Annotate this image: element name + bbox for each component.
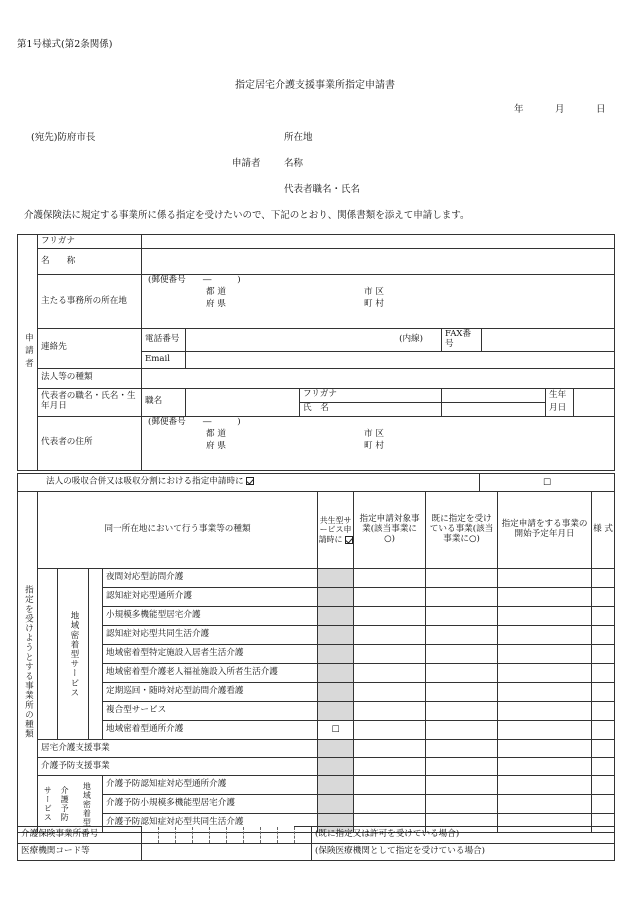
rep-prefecture-label-1: 都 道 <box>206 428 226 439</box>
kyosei-header-text: 共生型サービス申請時に <box>318 516 352 544</box>
phone-label: 電話番号 <box>142 329 186 352</box>
corp-type-field[interactable] <box>142 368 615 388</box>
target-cell[interactable] <box>354 758 426 776</box>
rep-furigana-label: フリガナ <box>300 388 442 402</box>
position-field[interactable] <box>186 388 300 416</box>
main-office-field[interactable] <box>142 275 615 329</box>
target-header: 指定申請対象事業(該当事業に○) <box>354 492 426 569</box>
kyosei-cell <box>318 626 354 645</box>
contact-label: 連絡先 <box>38 329 142 369</box>
applicant-label: 申請者 <box>232 158 261 169</box>
merger-checkbox[interactable]: □ <box>480 474 615 492</box>
service-row-label: 小規模多機能型居宅介護 <box>103 607 318 626</box>
prefecture-label-1: 都 道 <box>206 287 226 297</box>
existing-cell[interactable] <box>426 702 498 721</box>
date-month: 月 <box>555 104 565 115</box>
insurance-digit-field[interactable] <box>244 827 261 844</box>
name-label: 名 称 <box>38 249 142 275</box>
insurance-digit-field[interactable] <box>227 827 244 844</box>
section-applicant-label: 申請者 <box>18 235 38 471</box>
rep-postal-code-line: (郵便番号 ― ) <box>148 416 241 427</box>
rep-info-label: 代表者の職名・氏名・生年月日 <box>38 388 142 416</box>
prevention-support-label: 介護予防支援事業 <box>38 758 318 776</box>
rep-name-label: 氏 名 <box>300 402 442 416</box>
service-row-label: 夜間対応型訪問介護 <box>103 569 318 588</box>
existing-cell[interactable] <box>426 664 498 683</box>
email-field[interactable] <box>186 351 615 368</box>
name-field[interactable] <box>142 249 615 275</box>
merger-text: 法人の吸収合併又は吸収分割における指定申請時に <box>46 476 244 487</box>
start-cell[interactable] <box>498 569 592 588</box>
prevention-service-label: 介護予防認知症対応型共同生活介護 <box>103 814 318 833</box>
kyosei-cell <box>318 607 354 626</box>
service-row-label: 地域密着型介護老人福祉施設入所者生活介護 <box>103 664 318 683</box>
insurance-digit-field[interactable] <box>278 827 295 844</box>
target-cell[interactable] <box>354 626 426 645</box>
target-cell[interactable] <box>354 607 426 626</box>
form-cell[interactable] <box>592 664 615 683</box>
kyosei-cell <box>318 740 354 758</box>
form-cell[interactable] <box>592 607 615 626</box>
target-cell[interactable] <box>354 776 426 795</box>
start-cell[interactable] <box>498 607 592 626</box>
kyosei-cell <box>318 588 354 607</box>
kyosei-checked-icon <box>345 536 353 544</box>
existing-header: 既に指定を受けている事業(該当事業に○) <box>426 492 498 569</box>
service-type-header: 同一所在地において行う事業等の種類 <box>38 492 318 569</box>
start-cell[interactable] <box>498 645 592 664</box>
existing-cell[interactable] <box>426 758 498 776</box>
medical-code-label: 医療機関コード等 <box>18 844 142 861</box>
existing-cell[interactable] <box>426 795 498 814</box>
applicant-table <box>17 234 615 471</box>
document-title: 指定居宅介護支援事業所指定申請書 <box>235 80 395 91</box>
applicant-representative-label: 代表者職名・氏名 <box>284 184 361 195</box>
prevention-service-label: 介護予防認知症対応型通所介護 <box>103 776 318 795</box>
kyosei-cell <box>318 758 354 776</box>
fax-label: FAX番号 <box>442 329 482 352</box>
form-cell[interactable] <box>592 683 615 702</box>
start-date-header: 指定申請をする事業の開始予定年月日 <box>498 492 592 569</box>
service-row-label: 定期巡回・随時対応型訪問介護看護 <box>103 683 318 702</box>
target-cell[interactable] <box>354 645 426 664</box>
fax-field[interactable] <box>482 329 615 352</box>
service-row-label: 地域密着型特定施設入居者生活介護 <box>103 645 318 664</box>
position-label: 職名 <box>142 388 186 416</box>
insurance-digit-field[interactable] <box>295 827 312 844</box>
rep-name-field[interactable] <box>442 402 546 416</box>
furigana-label: フリガナ <box>38 235 142 249</box>
prevention-label-outer: サービス <box>38 776 58 833</box>
target-cell[interactable] <box>354 740 426 758</box>
kyosei-cell <box>318 702 354 721</box>
rep-city-label-2: 町 村 <box>364 440 384 451</box>
form-cell[interactable] <box>592 626 615 645</box>
corp-type-label: 法人等の種類 <box>38 368 142 388</box>
start-cell[interactable] <box>498 664 592 683</box>
existing-cell[interactable] <box>426 683 498 702</box>
postal-code-line: (郵便番号 ― ) <box>148 275 241 285</box>
birth-field[interactable] <box>574 388 615 416</box>
rep-city-label-1: 市 区 <box>364 428 384 439</box>
prefecture-label-2: 府 県 <box>206 299 226 309</box>
existing-cell[interactable] <box>426 626 498 645</box>
merger-checked-icon <box>246 477 254 485</box>
start-cell[interactable] <box>498 588 592 607</box>
existing-cell[interactable] <box>426 776 498 795</box>
form-cell[interactable] <box>592 645 615 664</box>
home-care-label: 居宅介護支援事業 <box>38 740 318 758</box>
form-cell[interactable] <box>592 776 615 795</box>
applicant-name-label: 名称 <box>284 158 304 169</box>
email-label: Email <box>142 351 186 368</box>
existing-cell[interactable] <box>426 607 498 626</box>
birth-label-1: 生年 <box>546 388 574 402</box>
furigana-field[interactable] <box>142 235 615 249</box>
rep-address-field[interactable] <box>142 416 615 470</box>
insurance-digit-field[interactable] <box>261 827 278 844</box>
target-cell[interactable] <box>354 683 426 702</box>
kyosei-cell <box>318 664 354 683</box>
form-cell[interactable] <box>592 588 615 607</box>
city-label-1: 市 区 <box>364 287 384 297</box>
start-cell[interactable] <box>498 626 592 645</box>
rep-furigana-field[interactable] <box>442 388 546 402</box>
medical-code-note: (保険医療機関として指定を受けている場合) <box>312 844 615 861</box>
kyosei-checkbox[interactable]: □ <box>318 721 354 740</box>
kyosei-cell <box>318 683 354 702</box>
start-cell[interactable] <box>498 776 592 795</box>
kyosei-cell <box>318 569 354 588</box>
insurance-digit-field[interactable] <box>159 827 176 844</box>
rep-prefecture-label-2: 府 県 <box>206 440 226 451</box>
addressee: (宛先)防府市長 <box>31 132 96 143</box>
form-header: 様 式 <box>592 492 615 569</box>
prevention-label-inner: 地域密着型 <box>72 776 103 833</box>
applicant-address-label: 所在地 <box>284 132 313 143</box>
existing-cell[interactable] <box>426 721 498 740</box>
kyosei-cell <box>318 795 354 814</box>
date-day: 日 <box>596 104 606 115</box>
prevention-service-label: 介護予防小規模多機能型居宅介護 <box>103 795 318 814</box>
existing-cell[interactable] <box>426 588 498 607</box>
insurance-digit-field[interactable] <box>210 827 227 844</box>
form-number: 第1号様式(第2条関係) <box>17 39 113 50</box>
start-cell[interactable] <box>498 758 592 776</box>
target-cell[interactable] <box>354 702 426 721</box>
start-cell[interactable] <box>498 740 592 758</box>
form-cell[interactable] <box>592 795 615 814</box>
rep-address-label: 代表者の住所 <box>38 416 142 470</box>
application-statement: 介護保険法に規定する事業所に係る指定を受けたいので、下記のとおり、関係書類を添えて申請します。 <box>24 210 470 221</box>
start-cell[interactable] <box>498 795 592 814</box>
main-office-label: 主たる事務所の所在地 <box>38 275 142 329</box>
kyosei-cell <box>318 645 354 664</box>
city-label-2: 町 村 <box>364 299 384 309</box>
existing-cell[interactable] <box>426 740 498 758</box>
kyosei-cell <box>318 776 354 795</box>
service-row-label: 地域密着型通所介護 <box>103 721 318 740</box>
form-cell[interactable] <box>592 758 615 776</box>
start-cell[interactable] <box>498 683 592 702</box>
existing-cell[interactable] <box>426 645 498 664</box>
target-cell[interactable] <box>354 795 426 814</box>
existing-cell[interactable] <box>426 569 498 588</box>
target-cell[interactable] <box>354 721 426 740</box>
community-service-label: 地域密着型サービス <box>58 569 89 740</box>
service-section-label: 指定を受けようとする事業所の種類 <box>18 492 38 833</box>
service-row-label: 認知症対応型共同生活介護 <box>103 626 318 645</box>
target-cell[interactable] <box>354 588 426 607</box>
start-cell[interactable] <box>498 721 592 740</box>
prevention-label-mid: 介護予防 <box>58 776 72 833</box>
merger-label <box>18 474 480 492</box>
kyosei-header <box>318 492 354 569</box>
insurance-digit-field[interactable] <box>176 827 193 844</box>
target-cell[interactable] <box>354 569 426 588</box>
service-row-label: 認知症対応型通所介護 <box>103 588 318 607</box>
form-cell[interactable] <box>592 740 615 758</box>
insurance-note: (既に指定又は許可を受けている場合) <box>312 827 615 844</box>
form-cell[interactable] <box>592 702 615 721</box>
insurance-digit-field[interactable] <box>142 827 159 844</box>
start-cell[interactable] <box>498 702 592 721</box>
footer-table <box>17 826 615 861</box>
target-cell[interactable] <box>354 664 426 683</box>
insurance-number-label: 介護保険事業所番号 <box>18 827 142 844</box>
phone-field[interactable]: (内線) <box>186 329 442 352</box>
form-cell[interactable] <box>592 721 615 740</box>
medical-code-field[interactable] <box>142 844 312 861</box>
merger-table <box>17 473 615 492</box>
date-year: 年 <box>514 104 524 115</box>
birth-label-2: 月日 <box>546 402 574 416</box>
service-row-label: 複合型サービス <box>103 702 318 721</box>
insurance-digit-field[interactable] <box>193 827 210 844</box>
services-table <box>17 491 615 833</box>
form-cell[interactable] <box>592 569 615 588</box>
